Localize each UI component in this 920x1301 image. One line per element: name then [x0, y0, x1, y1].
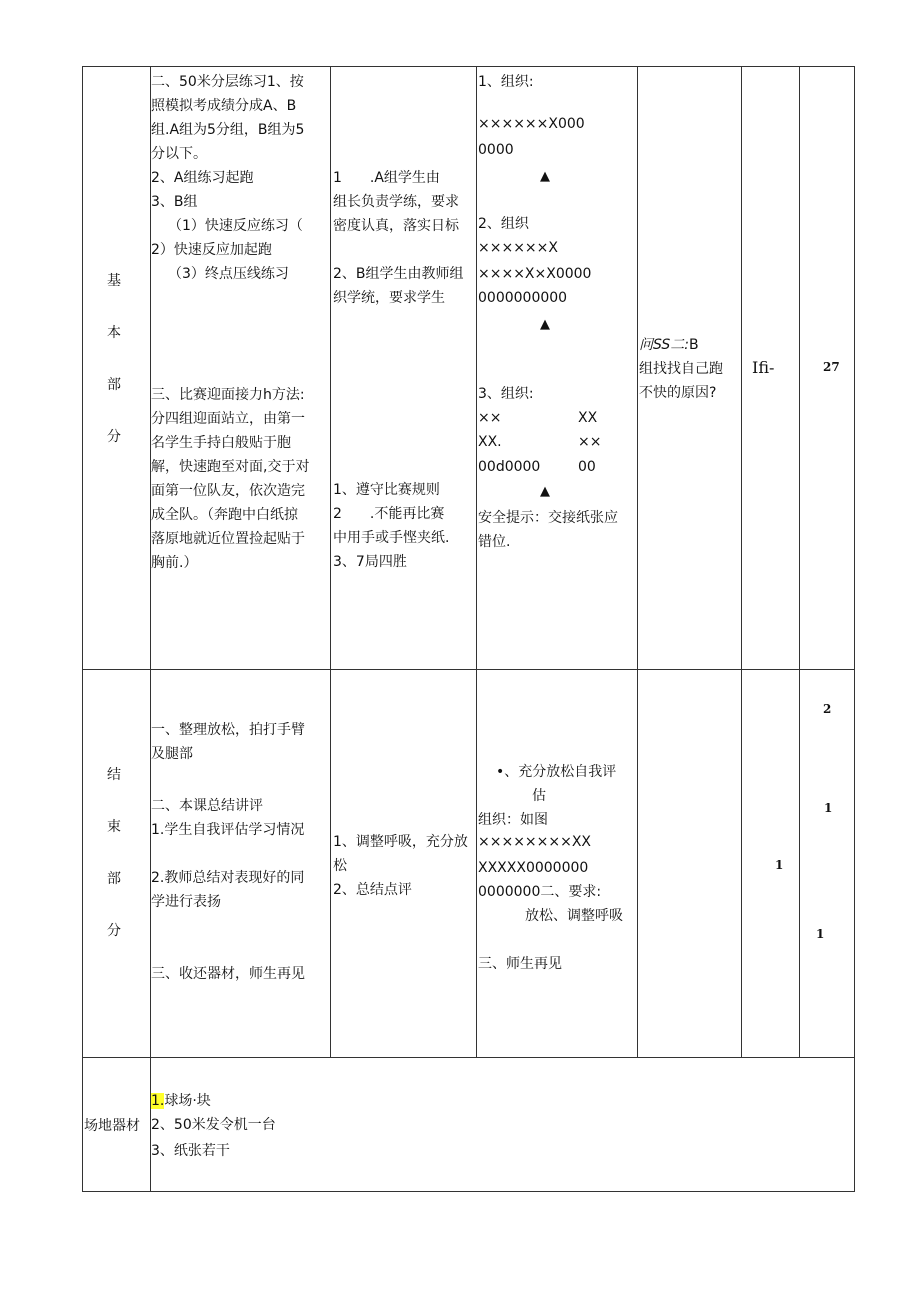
requirement-line: 1、调整呼吸，充分放 [333, 834, 468, 850]
organization-line: ××××X×X0000 [478, 266, 592, 282]
content-line: 2.教师总结对表现好的同 [151, 870, 305, 886]
organization-line: 组织：如图 [478, 812, 548, 828]
organization-line: ××××××X [478, 240, 558, 256]
requirement-line: 2 .不能再比赛 [333, 506, 445, 522]
content-line: 组.A组为5分组，B组为5 [151, 122, 305, 138]
equipment-item: 2、50米发令机一台 [151, 1117, 276, 1133]
organization-line: 0000 [478, 142, 514, 158]
content-line: 照模拟考成绩分成A、B [151, 98, 297, 114]
time-value: 2 [823, 702, 832, 716]
content-line: 及腿部 [151, 746, 193, 762]
note-title [639, 333, 699, 357]
content-line: 学进行表扬 [151, 894, 221, 910]
column-value: Ifi- [752, 358, 775, 377]
column-divider [330, 66, 331, 1057]
organization-line: ××××××××XX [478, 834, 592, 850]
content-line: （1）快速反应练习（ [168, 218, 303, 234]
column-divider [476, 66, 477, 1057]
content-line: 落原地就近位置捡起贴于 [151, 531, 305, 547]
organization-line: 2、组织 [478, 216, 529, 232]
table-border-top [82, 66, 855, 67]
note-title-italic: 问SS二: [639, 337, 689, 353]
time-value: 27 [823, 360, 840, 374]
content-line: 分四组迎面站立，由第一 [151, 411, 305, 427]
column-divider [637, 66, 638, 1057]
table-border-left [82, 66, 83, 1192]
equipment-item: 3、纸张若干 [151, 1143, 230, 1159]
requirement-line: 密度认真，落实日标 [333, 218, 459, 234]
triangle-marker: ▲ [540, 484, 550, 499]
content-line: 3、B组 [151, 194, 198, 210]
organization-line: XX [578, 410, 598, 426]
requirement-line: 2、B组学生由教师组 [333, 266, 464, 282]
note-line: 不快的原因? [639, 385, 717, 401]
column-divider [741, 66, 742, 1057]
requirement-line: 1 .A组学生由 [333, 170, 440, 186]
content-line: 名学生手持白般贴于胞 [151, 435, 291, 451]
equipment-item-number: 1. [151, 1093, 165, 1109]
section-label-char: 本 [107, 325, 121, 341]
note-title-b: B [689, 337, 699, 353]
content-line: 三、比赛迎面接力h方法: [151, 387, 305, 403]
content-line: 解，快速跑至对面,交于对 [151, 459, 310, 475]
safety-tip: 错位. [478, 534, 511, 550]
organization-line: XXXXX0000000 [478, 860, 589, 876]
requirement-line: 松 [333, 858, 347, 874]
organization-line: 放松、调整呼吸 [525, 908, 623, 924]
triangle-marker: ▲ [540, 169, 550, 184]
organization-line: 00d0000 [478, 459, 541, 475]
requirement-line: 中用手或手悭夹纸. [333, 530, 450, 546]
content-line: 1.学生自我评估学习情况 [151, 822, 305, 838]
time-value: 1 [824, 801, 833, 815]
organization-line: •、充分放松自我评 [496, 764, 617, 780]
section-label-char: 结 [107, 767, 121, 783]
content-line: 一、整理放松，拍打手臂 [151, 722, 305, 738]
organization-line: XX. [478, 434, 502, 450]
note-line: 组找找自己跑 [639, 361, 723, 377]
table-border-right [854, 66, 855, 1192]
requirement-line: 织学统，要求学生 [333, 290, 445, 306]
organization-line: 0000000000 [478, 290, 568, 306]
organization-line: 00 [578, 459, 596, 475]
column-value: 1 [775, 858, 784, 872]
content-line: 二、50米分层练习1、按 [151, 74, 304, 90]
organization-line: ×× [578, 434, 602, 450]
content-line: （3）终点压线练习 [168, 266, 289, 282]
content-line: 三、收还器材，师生再见 [151, 966, 305, 982]
content-line: 二、本课总结讲评 [151, 798, 263, 814]
equipment-label: 场地器材 [84, 1118, 140, 1134]
safety-tip: 安全提示：交接纸张应 [478, 510, 618, 526]
section-label-char: 束 [107, 819, 121, 835]
section-label-char: 分 [107, 923, 121, 939]
content-line: 分以下。 [151, 146, 207, 162]
content-line: 面第一位队友，依次造完 [151, 483, 305, 499]
row-divider [82, 669, 855, 670]
organization-line: 1、组织: [478, 74, 534, 90]
requirement-line: 2、总结点评 [333, 882, 412, 898]
section-label-char: 部 [107, 871, 121, 887]
content-line: 2、A组练习起跑 [151, 170, 254, 186]
requirement-line: 1、遵守比赛规则 [333, 482, 440, 498]
organization-line: ×× [478, 410, 502, 426]
section-label-char: 基 [107, 273, 121, 289]
organization-line: ××××××X000 [478, 116, 585, 132]
organization-line: 3、组织: [478, 386, 534, 402]
organization-line: 估 [532, 788, 546, 804]
content-line: 2）快速反应加起跑 [151, 242, 272, 258]
triangle-marker: ▲ [540, 317, 550, 332]
column-divider [150, 66, 151, 1192]
content-line: 成全队。（奔跑中白纸掠 [151, 507, 298, 523]
requirement-line: 3、7局四胜 [333, 554, 407, 570]
content-line: 胸前.） [151, 555, 198, 571]
requirement-line: 组长负责学练，要求 [333, 194, 459, 210]
column-divider [799, 66, 800, 1057]
organization-line: 三、师生再见 [478, 956, 562, 972]
row-divider [82, 1057, 855, 1058]
equipment-item-text: 球场·块 [164, 1093, 211, 1109]
equipment-item [151, 1089, 211, 1113]
time-value: 1 [816, 927, 825, 941]
table-border-bottom [82, 1191, 855, 1192]
section-label-char: 部 [107, 377, 121, 393]
organization-line: 0000000二、要求: [478, 884, 602, 900]
section-label-char: 分 [107, 429, 121, 445]
